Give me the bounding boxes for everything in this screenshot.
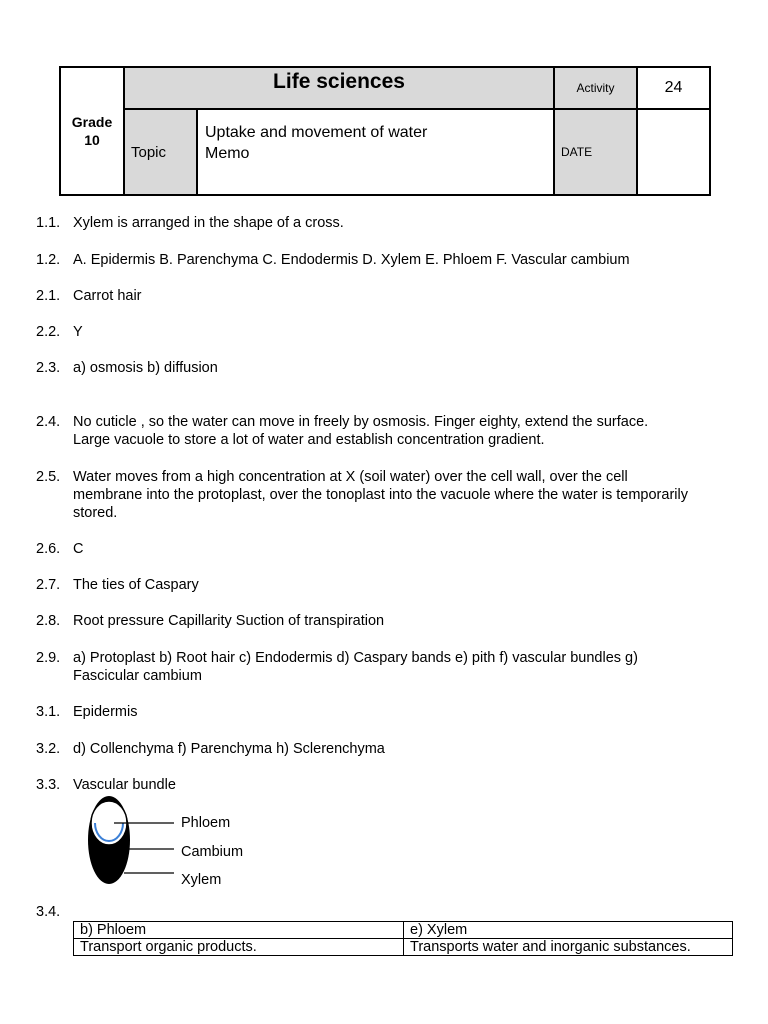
item-text: d) Collenchyma f) Parenchyma h) Sclerenchyma — [73, 741, 385, 757]
table-cell: Transport organic products. — [74, 939, 404, 956]
grade-cell — [60, 67, 124, 195]
item-number: 1.2. — [36, 252, 61, 268]
phloem-label: Phloem — [181, 815, 231, 831]
topic-line-2: Memo — [205, 145, 250, 162]
item-number: 3.3. — [36, 777, 61, 793]
item-text: Root pressure Capillarity Suction of transpiration — [73, 613, 385, 629]
topic-cell — [197, 109, 554, 195]
item-number: 3.2. — [36, 741, 61, 757]
table-row — [74, 939, 733, 956]
item-number: 2.7. — [36, 577, 61, 593]
item-text-line: Large vacuole to store a lot of water and establish concentration gradient. — [73, 432, 545, 448]
activity-label: Activity — [576, 81, 615, 95]
item-number: 2.4. — [36, 414, 61, 430]
item-number: 2.8. — [36, 613, 61, 629]
item-text-line: membrane into the protoplast, over the tonoplast into the vacuole where the water is temporarily — [73, 487, 688, 503]
date-value-cell — [637, 109, 710, 195]
table-header-cell: b) Phloem — [74, 922, 404, 939]
item-text: A. Epidermis B. Parenchyma C. Endodermis D. Xylem E. Phloem F. Vascular cambium — [73, 252, 630, 268]
item-text: C — [73, 541, 84, 557]
item-number: 3.1. — [36, 704, 61, 720]
item-number: 2.5. — [36, 469, 61, 485]
xylem-label: Xylem — [181, 872, 222, 888]
item-number: 2.1. — [36, 288, 61, 304]
item-number: 2.2. — [36, 324, 61, 340]
item-number: 2.6. — [36, 541, 61, 557]
activity-label-cell — [554, 67, 637, 109]
item-text: a) osmosis b) diffusion — [73, 360, 218, 376]
topic-label-cell — [124, 109, 197, 195]
phloem-xylem-table — [73, 921, 733, 956]
header-table — [59, 66, 711, 196]
item-number: 1.1. — [36, 215, 61, 231]
date-label: DATE — [561, 145, 593, 159]
item-text-line: No cuticle , so the water can move in freely by osmosis. Finger eighty, extend the surface. — [73, 414, 649, 430]
item-text: Vascular bundle — [73, 777, 176, 793]
date-label-cell — [554, 109, 637, 195]
page-title: Life sciences — [273, 70, 405, 93]
vascular-bundle-diagram — [80, 795, 280, 895]
grade-label: Grade 10 — [71, 114, 113, 148]
table-row — [74, 922, 733, 939]
item-number: 2.3. — [36, 360, 61, 376]
item-number: 2.9. — [36, 650, 61, 666]
topic-line-1: Uptake and movement of water — [205, 124, 428, 141]
topic-label: Topic — [131, 143, 167, 161]
title-cell — [124, 67, 554, 109]
item-text: Carrot hair — [73, 288, 142, 304]
item-number: 3.4. — [36, 904, 61, 920]
item-text-line: Water moves from a high concentration at X (soil water) over the cell wall, over the cell — [73, 469, 628, 485]
cambium-label: Cambium — [181, 844, 244, 860]
item-text-line: a) Protoplast b) Root hair c) Endodermis d) Caspary bands e) pith f) vascular bundles g) — [73, 650, 638, 666]
item-text: Y — [73, 324, 83, 340]
table-header-cell: e) Xylem — [404, 922, 733, 939]
item-text: Epidermis — [73, 704, 138, 720]
item-text-line: Fascicular cambium — [73, 668, 202, 684]
item-text: Xylem is arranged in the shape of a cross. — [73, 215, 344, 231]
activity-number: 24 — [664, 79, 683, 96]
item-text-line: stored. — [73, 505, 118, 521]
table-cell: Transports water and inorganic substances. — [404, 939, 733, 956]
item-text: The ties of Caspary — [73, 577, 199, 593]
activity-number-cell — [637, 67, 710, 109]
vascular-bundle-icon — [80, 795, 280, 895]
